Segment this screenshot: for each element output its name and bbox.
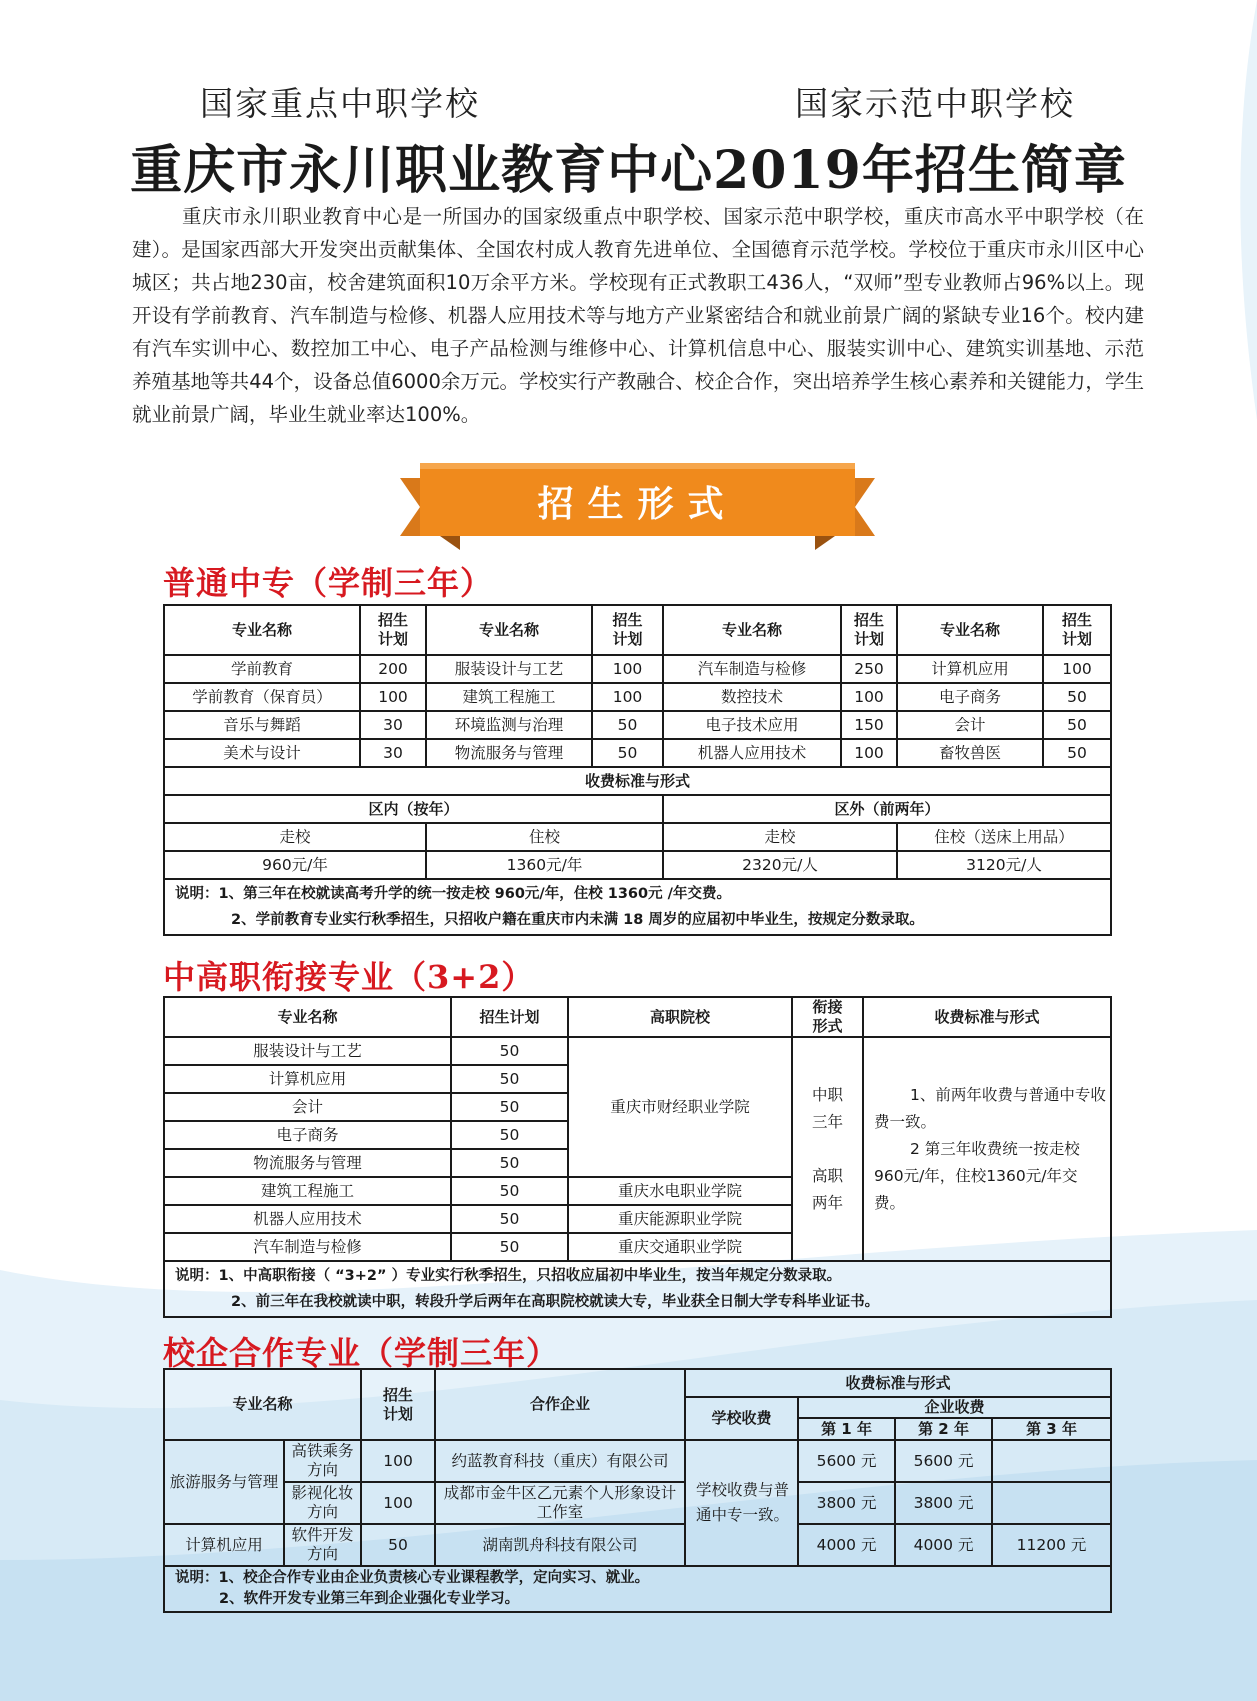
major-cell: 计算机应用 — [897, 655, 1043, 683]
table-row — [164, 1482, 1111, 1524]
major-cell: 服装设计与工艺 — [426, 655, 592, 683]
plan-cell: 100 — [1043, 655, 1111, 683]
plan-cell: 50 — [451, 1065, 568, 1093]
plan-cell: 50 — [1043, 739, 1111, 767]
major-cell: 计算机应用 — [164, 1065, 451, 1093]
fee-out-day: 走校 — [663, 823, 897, 851]
fee-value-row — [164, 851, 1111, 879]
coop-table — [163, 1368, 1112, 1613]
major-cell: 机器人应用技术 — [164, 1205, 451, 1233]
fee-local-day: 走校 — [164, 823, 426, 851]
major-cell: 会计 — [164, 1093, 451, 1121]
table-row — [164, 739, 1111, 767]
tag-model-school: 国家示范中职学校 — [795, 84, 1075, 123]
col-major: 专业名称 — [164, 997, 451, 1037]
col-company: 合作企业 — [435, 1369, 685, 1440]
page-title: 重庆市永川职业教育中心2019年招生简章 — [130, 140, 1127, 201]
major-cell: 汽车制造与检修 — [164, 1233, 451, 1261]
major-cell: 旅游服务与管理 — [164, 1440, 284, 1524]
table-row — [164, 655, 1111, 683]
col-fee: 收费标准与形式 — [863, 997, 1111, 1037]
fee-y1: 3800 元 — [798, 1482, 895, 1524]
college-cell: 重庆水电职业学院 — [568, 1177, 792, 1205]
col-plan: 招生 计划 — [360, 605, 426, 655]
fee-out-board: 住校（送床上用品） — [897, 823, 1111, 851]
notes-row — [164, 1566, 1111, 1612]
plan-cell: 50 — [451, 1093, 568, 1121]
note-1: 说明：1、中高职衔接（ “3+2” ）专业实行秋季招生，只招收应届初中毕业生，按当年规定分数录取。 — [175, 1268, 842, 1284]
note-1: 说明：1、校企合作专业由企业负责核心专业课程教学，定向实习、就业。 — [175, 1570, 650, 1586]
plan-cell: 50 — [592, 711, 663, 739]
major-cell: 电子技术应用 — [663, 711, 841, 739]
link-table — [163, 996, 1112, 1318]
plan-cell: 50 — [1043, 683, 1111, 711]
fee-region-row — [164, 795, 1111, 823]
table-header-row — [164, 997, 1111, 1037]
fee-title-row — [164, 767, 1111, 795]
plan-cell: 50 — [451, 1121, 568, 1149]
fee-outside-label: 区外（前两年） — [663, 795, 1111, 823]
major-cell: 环境监测与治理 — [426, 711, 592, 739]
col-fee: 收费标准与形式 — [685, 1369, 1111, 1397]
fee-y3: 11200 元 — [992, 1524, 1111, 1566]
note-2: 2、学前教育专业实行秋季招生，只招收户籍在重庆市内未满 18 周岁的应届初中毕业生，按规定分数录取。 — [231, 912, 924, 928]
col-major: 专业名称 — [164, 1369, 361, 1440]
major-cell: 电子商务 — [164, 1121, 451, 1149]
plan-cell: 100 — [360, 683, 426, 711]
note-2: 2、软件开发专业第三年到企业强化专业学习。 — [219, 1591, 520, 1607]
tag-key-school: 国家重点中职学校 — [200, 84, 480, 123]
table-row — [164, 711, 1111, 739]
col-plan: 招生 计划 — [1043, 605, 1111, 655]
col-plan: 招生 计划 — [841, 605, 897, 655]
col-plan: 招生 计划 — [361, 1369, 435, 1440]
notes — [164, 1261, 1111, 1317]
major-cell: 会计 — [897, 711, 1043, 739]
intro-paragraph: 重庆市永川职业教育中心是一所国办的国家级重点中职学校、国家示范中职学校，重庆市高水平中职学校（在建）。是国家西部大开发突出贡献集体、全国农村成人教育先进单位、全国德育示范学校。学校位于重庆市永川区中心城区；共占地230亩，校舍建筑面积10万余平方米。学校现有正式教职工436人，“双师”型专业教师占96%以上。现开设有学前教育、汽车制造与检修、机器人应用技术等与地方产业紧密结合和就业前景广阔的紧缺专业16个。校内建有汽车实训中心、数控加工中心、电子产品检测与维修中心、计算机信息中心、服装实训中心、建筑实训基地、示范养殖基地等共44个，设备总值6000余万元。学校实行产教融合、校企合作，突出培养学生核心素养和关键能力，学生就业前景广阔，毕业生就业率达100%。 — [132, 205, 1144, 426]
fee-title: 收费标准与形式 — [164, 767, 1111, 795]
section-title-regular: 普通中专（学制三年） — [163, 564, 494, 602]
notes-row — [164, 879, 1111, 935]
major-cell: 物流服务与管理 — [426, 739, 592, 767]
direction-cell: 高铁乘务方向 — [284, 1440, 361, 1482]
fee-y3 — [992, 1440, 1111, 1482]
major-cell: 美术与设计 — [164, 739, 360, 767]
notes — [164, 1566, 1111, 1612]
major-cell: 音乐与舞蹈 — [164, 711, 360, 739]
plan-cell: 50 — [592, 739, 663, 767]
plan-cell: 150 — [841, 711, 897, 739]
company-cell: 成都市金牛区乙元素个人形象设计工作室 — [435, 1482, 685, 1524]
fee-y2: 4000 元 — [895, 1524, 992, 1566]
col-company-fee: 企业收费 — [798, 1397, 1111, 1418]
col-year-2: 第 2 年 — [895, 1418, 992, 1440]
plan-cell: 50 — [451, 1037, 568, 1065]
fee-local-day-value: 960元/年 — [164, 851, 426, 879]
fee-y2: 5600 元 — [895, 1440, 992, 1482]
major-cell: 畜牧兽医 — [897, 739, 1043, 767]
link-cell: 中职 三年 高职 两年 — [792, 1037, 863, 1261]
fee-y3 — [992, 1482, 1111, 1524]
regular-table — [163, 604, 1112, 936]
fee-type-row — [164, 823, 1111, 851]
table-header-row — [164, 1369, 1111, 1397]
table-header-row — [164, 605, 1111, 655]
col-school-fee: 学校收费 — [685, 1397, 798, 1440]
major-cell: 学前教育 — [164, 655, 360, 683]
major-cell: 建筑工程施工 — [164, 1177, 451, 1205]
fee-local-label: 区内（按年） — [164, 795, 663, 823]
note-2: 2、前三年在我校就读中职，转段升学后两年在高职院校就读大专，毕业获全日制大学专科毕业证书。 — [231, 1294, 880, 1310]
fee-local-board-value: 1360元/年 — [426, 851, 663, 879]
note-1: 说明：1、第三年在校就读高考升学的统一按走校 960元/年，住校 1360元 /年交费。 — [175, 886, 731, 902]
col-year-3: 第 3 年 — [992, 1418, 1111, 1440]
table-row — [164, 1440, 1111, 1482]
college-cell: 重庆能源职业学院 — [568, 1205, 792, 1233]
major-cell: 学前教育（保育员） — [164, 683, 360, 711]
plan-cell: 100 — [592, 683, 663, 711]
plan-cell: 30 — [360, 711, 426, 739]
col-major: 专业名称 — [426, 605, 592, 655]
company-cell: 湖南凯舟科技有限公司 — [435, 1524, 685, 1566]
enrollment-banner — [400, 458, 875, 550]
direction-cell: 软件开发方向 — [284, 1524, 361, 1566]
plan-cell: 50 — [451, 1177, 568, 1205]
table-row — [164, 683, 1111, 711]
school-fee-cell: 学校收费与普通中专一致。 — [685, 1440, 798, 1566]
section-title-3plus2: 中高职衔接专业（3+2） — [163, 958, 535, 996]
plan-cell: 100 — [592, 655, 663, 683]
plan-cell: 50 — [451, 1233, 568, 1261]
notes — [164, 879, 1111, 935]
plan-cell: 50 — [451, 1205, 568, 1233]
college-cell: 重庆交通职业学院 — [568, 1233, 792, 1261]
col-plan: 招生计划 — [451, 997, 568, 1037]
major-cell: 电子商务 — [897, 683, 1043, 711]
col-plan: 招生 计划 — [592, 605, 663, 655]
notes-row — [164, 1261, 1111, 1317]
col-major: 专业名称 — [663, 605, 841, 655]
plan-cell: 50 — [1043, 711, 1111, 739]
fee-out-board-value: 3120元/人 — [897, 851, 1111, 879]
plan-cell: 50 — [361, 1524, 435, 1566]
fee-out-day-value: 2320元/人 — [663, 851, 897, 879]
major-cell: 物流服务与管理 — [164, 1149, 451, 1177]
plan-cell: 200 — [360, 655, 426, 683]
fee-y2: 3800 元 — [895, 1482, 992, 1524]
banner-label: 招生形式 — [537, 484, 738, 525]
direction-cell: 影视化妆方向 — [284, 1482, 361, 1524]
table-row — [164, 1037, 1111, 1065]
fee-local-board: 住校 — [426, 823, 663, 851]
major-cell: 服装设计与工艺 — [164, 1037, 451, 1065]
major-cell: 计算机应用 — [164, 1524, 284, 1566]
fee-cell: 1、前两年收费与普通中专收费一致。 2 第三年收费统一按走校 960元/年，住校1360元/年交费。 — [863, 1037, 1111, 1261]
plan-cell: 100 — [841, 683, 897, 711]
major-cell: 数控技术 — [663, 683, 841, 711]
plan-cell: 250 — [841, 655, 897, 683]
col-link: 衔接 形式 — [792, 997, 863, 1037]
major-cell: 汽车制造与检修 — [663, 655, 841, 683]
college-cell: 重庆市财经职业学院 — [568, 1037, 792, 1177]
table-row — [164, 1524, 1111, 1566]
col-major: 专业名称 — [897, 605, 1043, 655]
plan-cell: 100 — [361, 1482, 435, 1524]
section-title-coop: 校企合作专业（学制三年） — [163, 1334, 560, 1372]
plan-cell: 30 — [360, 739, 426, 767]
plan-cell: 100 — [841, 739, 897, 767]
col-year-1: 第 1 年 — [798, 1418, 895, 1440]
col-major: 专业名称 — [164, 605, 360, 655]
major-cell: 建筑工程施工 — [426, 683, 592, 711]
plan-cell: 50 — [451, 1149, 568, 1177]
fee-y1: 5600 元 — [798, 1440, 895, 1482]
plan-cell: 100 — [361, 1440, 435, 1482]
major-cell: 机器人应用技术 — [663, 739, 841, 767]
col-college: 高职院校 — [568, 997, 792, 1037]
fee-y1: 4000 元 — [798, 1524, 895, 1566]
company-cell: 约蓝教育科技（重庆）有限公司 — [435, 1440, 685, 1482]
